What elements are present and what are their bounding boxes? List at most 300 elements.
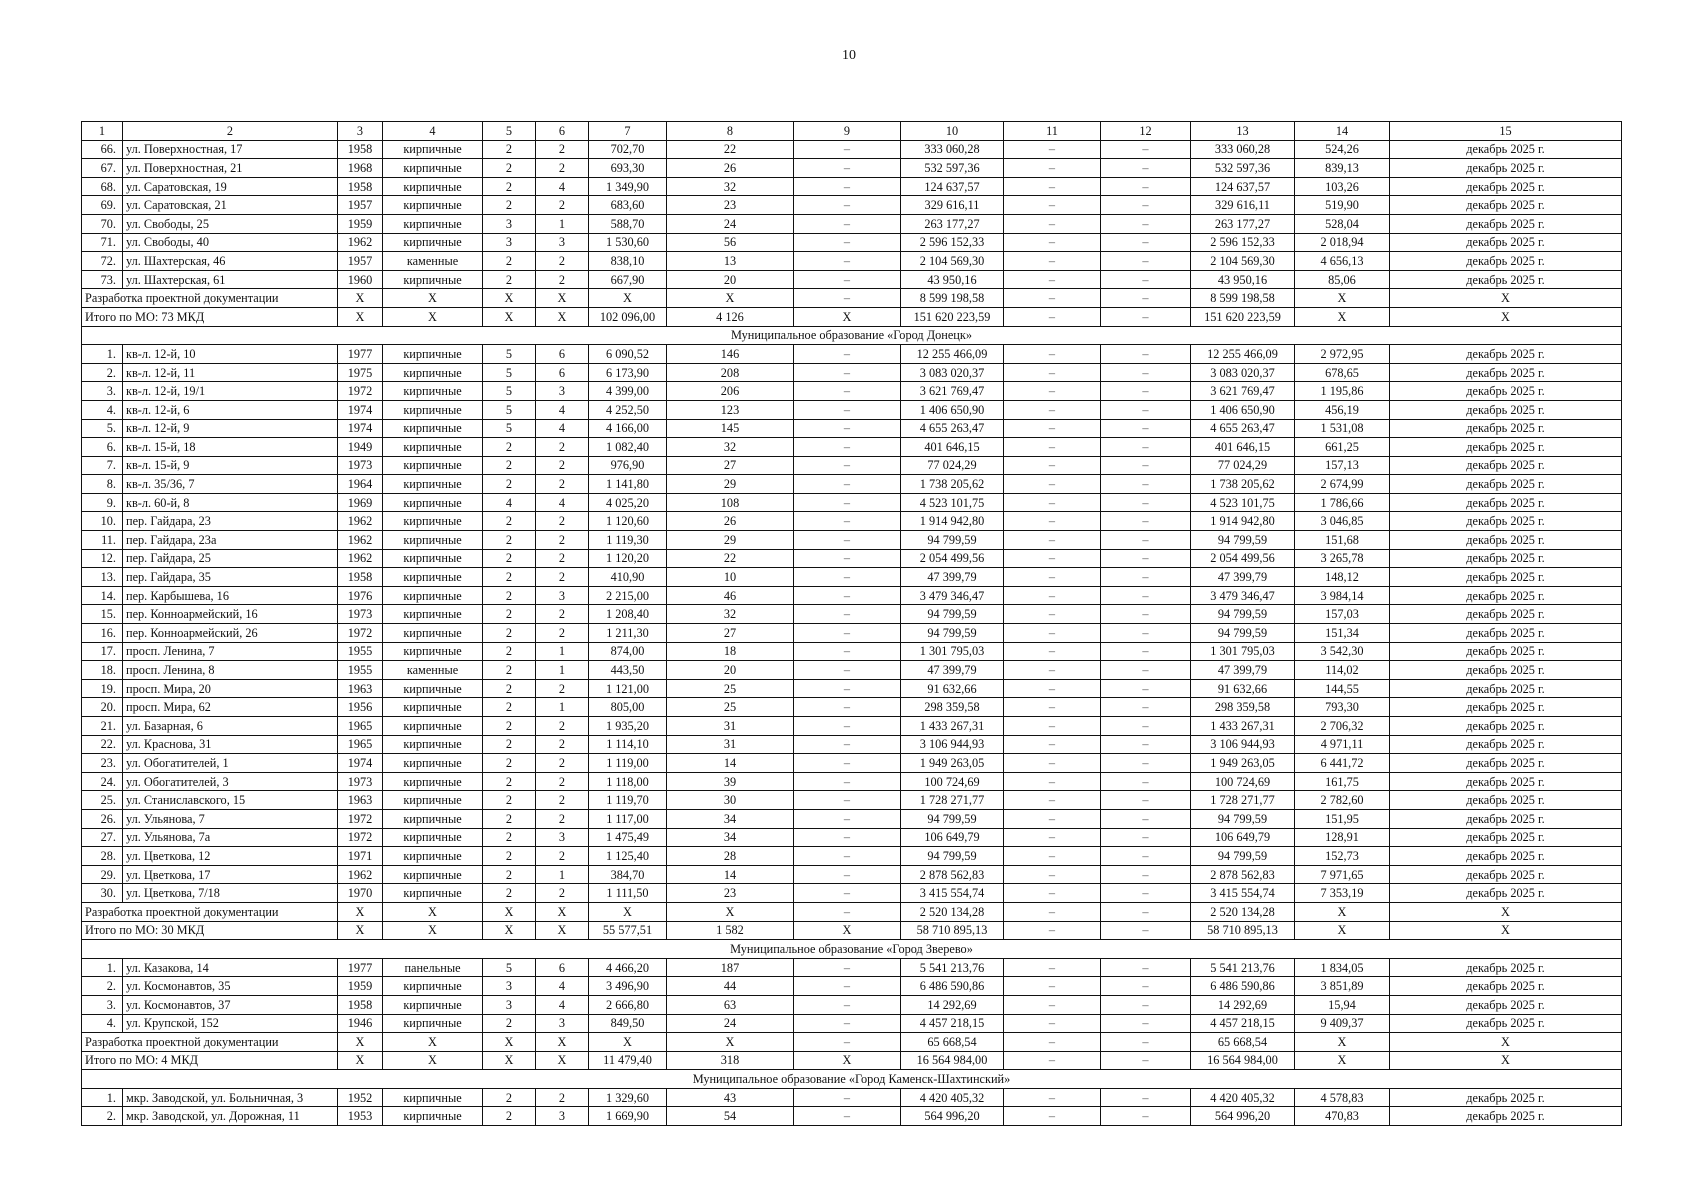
table-cell: 3 265,78 (1295, 549, 1390, 568)
table-cell: 4 (483, 493, 536, 512)
table-cell: 94 799,59 (901, 809, 1004, 828)
table-cell: – (1101, 549, 1191, 568)
table-cell: – (1004, 698, 1101, 717)
table-cell: 1 669,90 (589, 1107, 667, 1126)
table-cell: 94 799,59 (901, 605, 1004, 624)
table-cell: 2 (483, 661, 536, 680)
table-cell: кирпичные (383, 884, 483, 903)
column-number-cell: 14 (1295, 122, 1390, 141)
table-cell: 25. (82, 791, 123, 810)
table-cell: 2. (82, 363, 123, 382)
table-cell: – (1004, 1051, 1101, 1070)
table-cell: ул. Поверхностная, 21 (123, 159, 338, 178)
table-cell: 1962 (338, 865, 383, 884)
table-cell: 263 177,27 (901, 214, 1004, 233)
municipality-section-row (82, 940, 1622, 959)
table-cell: 1962 (338, 531, 383, 550)
table-cell: декабрь 2025 г. (1390, 345, 1622, 364)
table-cell: 5 541 213,76 (901, 958, 1004, 977)
municipality-section-row (82, 1070, 1622, 1089)
table-cell: – (1004, 865, 1101, 884)
table-cell: 1 119,70 (589, 791, 667, 810)
table-cell: 31 (667, 735, 794, 754)
table-cell: – (794, 177, 901, 196)
table-cell: – (1004, 289, 1101, 308)
table-cell: 2 (483, 772, 536, 791)
table-row (82, 345, 1622, 364)
table-cell: 3 (483, 233, 536, 252)
table-row (82, 642, 1622, 661)
table-cell: 2 (536, 791, 589, 810)
table-cell: 30. (82, 884, 123, 903)
table-cell: 102 096,00 (589, 307, 667, 326)
table-cell: 128,91 (1295, 828, 1390, 847)
table-cell: 2 596 152,33 (1191, 233, 1295, 252)
table-cell: X (1295, 1051, 1390, 1070)
table-cell: 2 054 499,56 (1191, 549, 1295, 568)
table-cell: 443,50 (589, 661, 667, 680)
table-cell: декабрь 2025 г. (1390, 549, 1622, 568)
table-cell: 2 (483, 1107, 536, 1126)
table-cell: 27. (82, 828, 123, 847)
table-cell: 26. (82, 809, 123, 828)
table-cell: кв-л. 12-й, 10 (123, 345, 338, 364)
table-cell: кирпичные (383, 865, 483, 884)
table-cell: – (1101, 586, 1191, 605)
table-cell: – (1004, 791, 1101, 810)
table-cell: 1958 (338, 177, 383, 196)
table-cell: 2 (483, 512, 536, 531)
table-cell: 1 582 (667, 921, 794, 940)
table-cell: 1 121,00 (589, 679, 667, 698)
table-cell: ул. Ульянова, 7а (123, 828, 338, 847)
table-cell: – (1101, 568, 1191, 587)
table-cell: 8 599 198,58 (1191, 289, 1295, 308)
table-cell: 14 (667, 865, 794, 884)
table-cell: декабрь 2025 г. (1390, 456, 1622, 475)
table-cell: – (1004, 754, 1101, 773)
table-cell: 43 (667, 1088, 794, 1107)
design-documentation-row (82, 902, 1622, 921)
table-cell: 3 415 554,74 (901, 884, 1004, 903)
table-cell: – (1101, 754, 1191, 773)
table-row (82, 140, 1622, 159)
table-cell: 2 (483, 475, 536, 494)
table-cell: 588,70 (589, 214, 667, 233)
column-number-cell: 6 (536, 122, 589, 141)
table-cell: 1 125,40 (589, 847, 667, 866)
table-cell: 1968 (338, 159, 383, 178)
table-cell: 1 (536, 661, 589, 680)
table-cell: 2 (483, 624, 536, 643)
table-cell: 2 (536, 159, 589, 178)
table-cell: 124 637,57 (901, 177, 1004, 196)
table-cell: 456,19 (1295, 400, 1390, 419)
table-cell: 144,55 (1295, 679, 1390, 698)
design-documentation-row (82, 289, 1622, 308)
page-number: 10 (842, 48, 856, 63)
table-cell: 106 649,79 (901, 828, 1004, 847)
table-cell: 208 (667, 363, 794, 382)
table-cell: 94 799,59 (901, 624, 1004, 643)
table-cell: – (794, 698, 901, 717)
table-cell: 4 523 101,75 (1191, 493, 1295, 512)
table-cell: – (1004, 661, 1101, 680)
table-cell: – (1004, 772, 1101, 791)
table-cell: декабрь 2025 г. (1390, 717, 1622, 736)
table-cell: 6 441,72 (1295, 754, 1390, 773)
table-cell: кирпичные (383, 493, 483, 512)
table-cell: – (1004, 400, 1101, 419)
table-cell: 2 (536, 252, 589, 271)
table-cell: – (1101, 1051, 1191, 1070)
table-cell: – (1101, 847, 1191, 866)
table-cell: 2 (536, 884, 589, 903)
table-cell: – (1004, 958, 1101, 977)
table-cell: 333 060,28 (1191, 140, 1295, 159)
table-cell: – (1101, 159, 1191, 178)
table-cell: 976,90 (589, 456, 667, 475)
table-cell: 20 (667, 661, 794, 680)
table-cell: 8 599 198,58 (901, 289, 1004, 308)
table-cell: 4 420 405,32 (901, 1088, 1004, 1107)
table-cell: – (1101, 884, 1191, 903)
table-cell: 28. (82, 847, 123, 866)
column-number-row (82, 122, 1622, 141)
table-cell: – (1004, 847, 1101, 866)
table-row (82, 400, 1622, 419)
table-cell: – (794, 772, 901, 791)
table-cell: 2 (483, 568, 536, 587)
table-cell: – (1101, 791, 1191, 810)
table-cell: 4 126 (667, 307, 794, 326)
table-cell: – (1004, 196, 1101, 215)
table-row (82, 847, 1622, 866)
table-cell: 14 (667, 754, 794, 773)
table-cell: – (1004, 809, 1101, 828)
table-cell: – (1004, 363, 1101, 382)
table-cell: ул. Обогатителей, 3 (123, 772, 338, 791)
table-cell: – (1004, 828, 1101, 847)
table-cell: 1965 (338, 735, 383, 754)
table-cell: 3 (536, 1014, 589, 1033)
table-cell: 1 406 650,90 (1191, 400, 1295, 419)
table-cell: 1. (82, 958, 123, 977)
table-cell: 1973 (338, 456, 383, 475)
table-cell: – (1004, 1014, 1101, 1033)
table-cell: 4 971,11 (1295, 735, 1390, 754)
table-cell: – (1101, 214, 1191, 233)
table-cell: ул. Цветкова, 7/18 (123, 884, 338, 903)
table-cell: – (794, 140, 901, 159)
table-cell: 1 141,80 (589, 475, 667, 494)
table-cell: кирпичные (383, 140, 483, 159)
table-cell: 26 (667, 512, 794, 531)
table-cell: 4 (536, 493, 589, 512)
table-cell: 298 359,58 (901, 698, 1004, 717)
table-cell: – (1101, 512, 1191, 531)
table-cell: X (483, 307, 536, 326)
table-cell: 1955 (338, 661, 383, 680)
table-cell: – (1004, 642, 1101, 661)
table-cell: 70. (82, 214, 123, 233)
table-row (82, 735, 1622, 754)
table-cell: кирпичные (383, 605, 483, 624)
table-cell: – (1101, 456, 1191, 475)
table-cell: 2 782,60 (1295, 791, 1390, 810)
table-cell: декабрь 2025 г. (1390, 772, 1622, 791)
table-cell: 94 799,59 (1191, 809, 1295, 828)
table-cell: кирпичные (383, 419, 483, 438)
table-cell: 1963 (338, 791, 383, 810)
table-cell: 3 083 020,37 (901, 363, 1004, 382)
table-cell: кирпичные (383, 270, 483, 289)
table-cell: – (1004, 1107, 1101, 1126)
table-cell: кирпичные (383, 809, 483, 828)
table-cell: декабрь 2025 г. (1390, 493, 1622, 512)
table-cell: X (383, 307, 483, 326)
table-cell: 46 (667, 586, 794, 605)
table-cell: 3 (536, 382, 589, 401)
table-cell: 2 (536, 140, 589, 159)
table-cell: 2 (483, 140, 536, 159)
table-cell: 2 (483, 865, 536, 884)
table-cell: 1972 (338, 382, 383, 401)
table-cell: 3 496,90 (589, 977, 667, 996)
table-cell: декабрь 2025 г. (1390, 531, 1622, 550)
municipality-total-row (82, 921, 1622, 940)
table-cell: X (667, 1033, 794, 1052)
table-cell: мкр. Заводской, ул. Больничная, 3 (123, 1088, 338, 1107)
table-cell: 3. (82, 382, 123, 401)
table-row (82, 363, 1622, 382)
table-cell: – (1101, 605, 1191, 624)
table-cell: 3 (536, 233, 589, 252)
table-row (82, 586, 1622, 605)
table-cell: 161,75 (1295, 772, 1390, 791)
table-cell: X (483, 289, 536, 308)
table-cell: 108 (667, 493, 794, 512)
table-cell: – (1004, 270, 1101, 289)
table-cell: – (1101, 921, 1191, 940)
table-cell: декабрь 2025 г. (1390, 884, 1622, 903)
table-cell: 1 475,49 (589, 828, 667, 847)
table-cell: 15,94 (1295, 995, 1390, 1014)
table-cell: декабрь 2025 г. (1390, 214, 1622, 233)
table-cell: 7 971,65 (1295, 865, 1390, 884)
table-cell: – (794, 419, 901, 438)
table-cell: 6 173,90 (589, 363, 667, 382)
table-cell: 1972 (338, 828, 383, 847)
table-cell: 47 399,79 (901, 568, 1004, 587)
table-cell: 5. (82, 419, 123, 438)
table-cell: 2 (483, 847, 536, 866)
table-cell: 3 479 346,47 (1191, 586, 1295, 605)
table-cell: 17. (82, 642, 123, 661)
table-cell: ул. Поверхностная, 17 (123, 140, 338, 159)
table-cell: 94 799,59 (901, 531, 1004, 550)
table-cell: 71. (82, 233, 123, 252)
table-cell: декабрь 2025 г. (1390, 382, 1622, 401)
table-cell: 2 (536, 531, 589, 550)
table-cell: – (1004, 977, 1101, 996)
table-row (82, 382, 1622, 401)
table-cell: кирпичные (383, 698, 483, 717)
table-cell: 65 668,54 (1191, 1033, 1295, 1052)
table-cell: 25 (667, 698, 794, 717)
table-cell: 145 (667, 419, 794, 438)
table-cell: – (794, 679, 901, 698)
table-cell: – (1004, 568, 1101, 587)
table-cell: 2 (483, 438, 536, 457)
column-number-cell: 15 (1390, 122, 1622, 141)
table-cell: 1 (536, 214, 589, 233)
table-cell: – (794, 512, 901, 531)
table-cell: 91 632,66 (1191, 679, 1295, 698)
table-cell: 32 (667, 438, 794, 457)
table-cell: 69. (82, 196, 123, 215)
table-cell: 4 (536, 977, 589, 996)
table-row (82, 456, 1622, 475)
table-cell: 72. (82, 252, 123, 271)
table-cell: – (1004, 382, 1101, 401)
table-cell: 3 (483, 995, 536, 1014)
table-cell: 7 353,19 (1295, 884, 1390, 903)
table-cell: 1 433 267,31 (1191, 717, 1295, 736)
table-cell: декабрь 2025 г. (1390, 419, 1622, 438)
municipality-total-row (82, 1051, 1622, 1070)
table-cell: – (1101, 717, 1191, 736)
table-cell: кирпичные (383, 772, 483, 791)
table-cell: 34 (667, 828, 794, 847)
column-number-cell: 4 (383, 122, 483, 141)
table-row (82, 214, 1622, 233)
table-cell: 1965 (338, 717, 383, 736)
table-cell: – (794, 884, 901, 903)
table-cell: – (794, 531, 901, 550)
table-row (82, 754, 1622, 773)
table-cell: 58 710 895,13 (1191, 921, 1295, 940)
municipality-title: Муниципальное образование «Город Зверево» (82, 940, 1622, 959)
table-cell: 151 620 223,59 (1191, 307, 1295, 326)
table-cell: 4 466,20 (589, 958, 667, 977)
table-cell: 2 (483, 531, 536, 550)
table-cell: 1963 (338, 679, 383, 698)
table-cell: 24 (667, 1014, 794, 1033)
table-cell: 1 301 795,03 (901, 642, 1004, 661)
table-cell: 24. (82, 772, 123, 791)
table-cell: 1971 (338, 847, 383, 866)
table-cell: 12 255 466,09 (1191, 345, 1295, 364)
table-cell: 1 738 205,62 (1191, 475, 1295, 494)
table-cell: декабрь 2025 г. (1390, 586, 1622, 605)
table-cell: 94 799,59 (1191, 531, 1295, 550)
table-cell: 838,10 (589, 252, 667, 271)
table-row (82, 549, 1622, 568)
table-cell: – (1004, 493, 1101, 512)
table-cell: 2 (483, 754, 536, 773)
table-cell: 1 211,30 (589, 624, 667, 643)
table-cell: – (1004, 345, 1101, 364)
table-cell: – (1004, 214, 1101, 233)
table-cell: 7. (82, 456, 123, 475)
table-cell: 2 (536, 196, 589, 215)
table-cell: 1975 (338, 363, 383, 382)
table-row (82, 717, 1622, 736)
table-cell: 29. (82, 865, 123, 884)
table-cell: 1 119,00 (589, 754, 667, 773)
table-cell: 2 (483, 828, 536, 847)
table-cell: 2 (483, 270, 536, 289)
table-cell: 16. (82, 624, 123, 643)
table-cell: 3 (536, 828, 589, 847)
table-cell: 6 486 590,86 (901, 977, 1004, 996)
table-cell: 2 (483, 1014, 536, 1033)
table-cell: 151,68 (1295, 531, 1390, 550)
table-cell: 1 (536, 698, 589, 717)
table-cell: кирпичные (383, 679, 483, 698)
table-cell: декабрь 2025 г. (1390, 679, 1622, 698)
table-cell: кирпичные (383, 531, 483, 550)
column-number-cell: 1 (82, 122, 123, 141)
table-cell: – (1004, 252, 1101, 271)
row-label: Разработка проектной документации (82, 289, 338, 308)
table-cell: пер. Гайдара, 35 (123, 568, 338, 587)
table-cell: ул. Свободы, 40 (123, 233, 338, 252)
table-cell: пер. Гайдара, 25 (123, 549, 338, 568)
table-cell: 2. (82, 977, 123, 996)
table-cell: 29 (667, 475, 794, 494)
table-row (82, 624, 1622, 643)
table-cell: – (1004, 902, 1101, 921)
table-cell: 2 878 562,83 (1191, 865, 1295, 884)
table-cell: – (794, 400, 901, 419)
table-cell: 683,60 (589, 196, 667, 215)
table-cell: 4 656,13 (1295, 252, 1390, 271)
table-cell: 1959 (338, 214, 383, 233)
table-cell: X (1390, 1051, 1622, 1070)
table-cell: 1974 (338, 754, 383, 773)
table-cell: 3 046,85 (1295, 512, 1390, 531)
table-cell: декабрь 2025 г. (1390, 512, 1622, 531)
table-cell: 3 083 020,37 (1191, 363, 1295, 382)
table-cell: декабрь 2025 г. (1390, 995, 1622, 1014)
table-cell: просп. Ленина, 8 (123, 661, 338, 680)
table-cell: кирпичные (383, 214, 483, 233)
table-cell: 1 728 271,77 (901, 791, 1004, 810)
table-cell: 1 914 942,80 (901, 512, 1004, 531)
table-cell: 6 (536, 345, 589, 364)
table-cell: 524,26 (1295, 140, 1390, 159)
table-cell: 1. (82, 345, 123, 364)
table-cell: X (383, 921, 483, 940)
table-cell: 3 542,30 (1295, 642, 1390, 661)
table-cell: – (1101, 1033, 1191, 1052)
table-cell: X (794, 1051, 901, 1070)
table-cell: – (1101, 772, 1191, 791)
table-cell: 401 646,15 (901, 438, 1004, 457)
table-cell: декабрь 2025 г. (1390, 624, 1622, 643)
table-cell: 31 (667, 717, 794, 736)
table-cell: – (1004, 1033, 1101, 1052)
table-cell: X (667, 289, 794, 308)
table-cell: 94 799,59 (901, 847, 1004, 866)
table-cell: 2 (536, 605, 589, 624)
table-cell: 100 724,69 (901, 772, 1004, 791)
table-cell: кирпичные (383, 1014, 483, 1033)
table-cell: X (589, 289, 667, 308)
table-cell: декабрь 2025 г. (1390, 196, 1622, 215)
